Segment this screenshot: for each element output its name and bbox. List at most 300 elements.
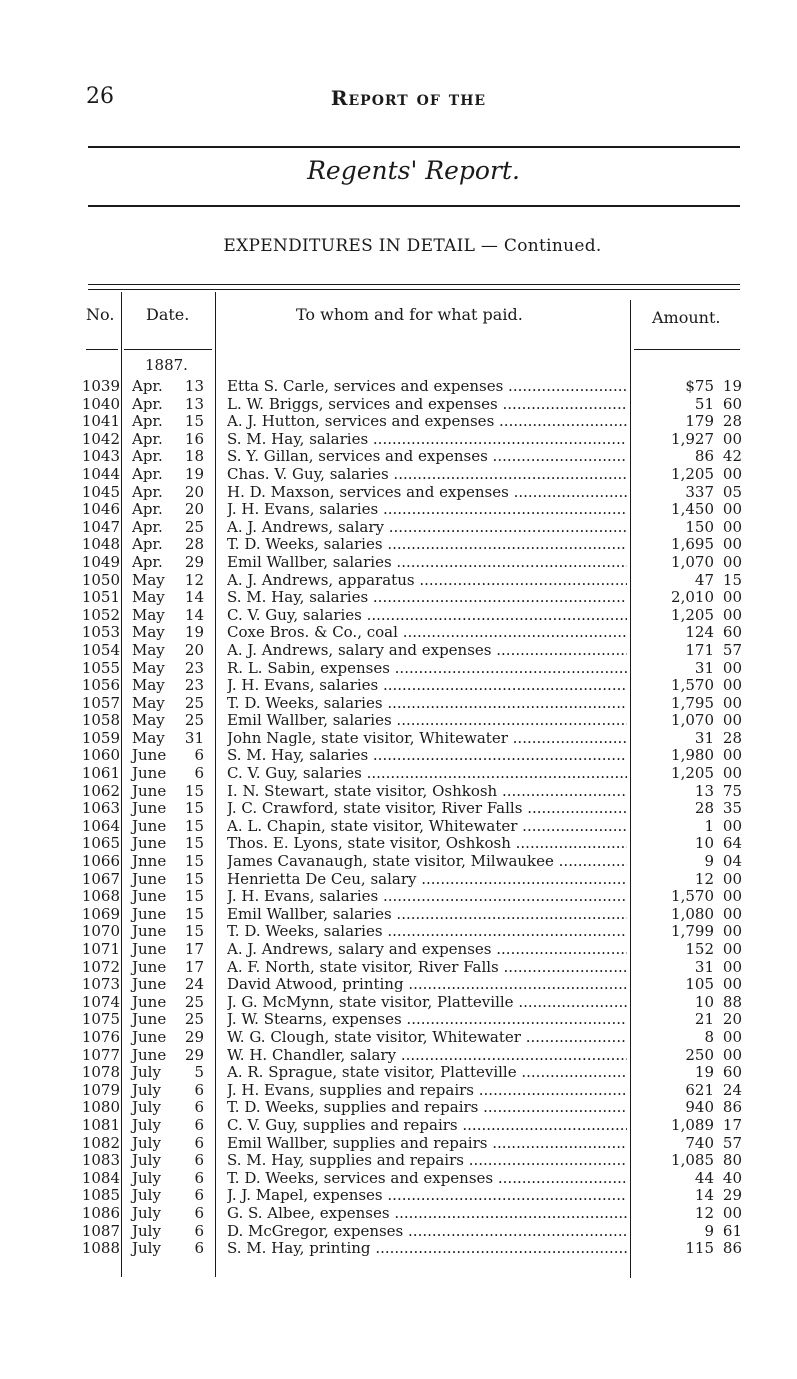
date-month: Apr. bbox=[132, 377, 163, 395]
table-row bbox=[0, 923, 797, 941]
amount-dollars: 31 bbox=[694, 728, 714, 747]
payee-description: D. McGregor, expenses ..... bbox=[227, 1223, 627, 1241]
date-day: 6 bbox=[194, 1239, 204, 1258]
date-day: 29 bbox=[184, 552, 204, 571]
amount-cents: 20 bbox=[722, 1010, 742, 1029]
voucher-number: 1050 bbox=[81, 570, 120, 589]
table-row bbox=[0, 1047, 797, 1065]
payee-description: T. D. Weeks, salaries ..... bbox=[227, 695, 627, 713]
column-header-date: Date. bbox=[146, 305, 190, 324]
amount-dollars: 1,980 bbox=[671, 746, 714, 765]
payee-description: J. H. Evans, supplies and repairs ..... bbox=[227, 1082, 627, 1100]
amount-dollars: 86 bbox=[694, 447, 714, 466]
date-month: May bbox=[132, 676, 165, 695]
voucher-number: 1041 bbox=[81, 412, 120, 431]
amount-dollars: 1,070 bbox=[671, 552, 714, 571]
column-header-amount: Amount. bbox=[652, 308, 721, 327]
table-title: EXPENDITURES IN DETAIL — Continued. bbox=[223, 236, 602, 256]
amount-dollars: 1,570 bbox=[671, 676, 714, 695]
date-day: 18 bbox=[184, 447, 204, 466]
date-day: 25 bbox=[184, 1010, 204, 1029]
date-month: June bbox=[132, 799, 167, 818]
payee-description: S. Y. Gillan, services and expenses ..... bbox=[227, 448, 627, 466]
voucher-number: 1057 bbox=[81, 693, 120, 712]
amount-cents: 00 bbox=[722, 535, 742, 554]
table-row bbox=[0, 1029, 797, 1047]
amount-cents: 00 bbox=[722, 676, 742, 695]
payee-description: T. D. Weeks, services and expenses ..... bbox=[227, 1170, 627, 1188]
date-month: Apr. bbox=[132, 464, 163, 483]
table-row bbox=[0, 747, 797, 765]
amount-dollars: 13 bbox=[694, 781, 714, 800]
table-row bbox=[0, 1205, 797, 1223]
voucher-number: 1066 bbox=[81, 852, 120, 871]
amount-dollars: 1,205 bbox=[671, 605, 714, 624]
voucher-number: 1084 bbox=[81, 1168, 120, 1187]
payee-description: S. M. Hay, salaries ..... bbox=[227, 747, 627, 765]
date-day: 29 bbox=[184, 1027, 204, 1046]
voucher-number: 1049 bbox=[81, 552, 120, 571]
amount-dollars: 1,089 bbox=[671, 1115, 714, 1134]
amount-cents: 00 bbox=[722, 957, 742, 976]
date-month: May bbox=[132, 623, 165, 642]
date-day: 23 bbox=[184, 658, 204, 677]
table-row bbox=[0, 589, 797, 607]
date-month: Apr. bbox=[132, 535, 163, 554]
amount-cents: 60 bbox=[722, 394, 742, 413]
amount-cents: 00 bbox=[722, 464, 742, 483]
date-day: 6 bbox=[194, 1203, 204, 1222]
payee-description: C. V. Guy, salaries ..... bbox=[227, 607, 627, 625]
amount-dollars: 124 bbox=[685, 623, 714, 642]
table-row bbox=[0, 695, 797, 713]
voucher-number: 1040 bbox=[81, 394, 120, 413]
amount-dollars: 28 bbox=[694, 799, 714, 818]
header-underline-amount bbox=[634, 349, 740, 350]
table-row bbox=[0, 624, 797, 642]
table-row bbox=[0, 396, 797, 414]
amount-dollars: 621 bbox=[685, 1080, 714, 1099]
payee-description: J. C. Crawford, state visitor, River Falls ..... bbox=[227, 800, 627, 818]
voucher-number: 1065 bbox=[81, 834, 120, 853]
table-row bbox=[0, 607, 797, 625]
date-day: 15 bbox=[184, 887, 204, 906]
date-month: May bbox=[132, 640, 165, 659]
amount-cents: 60 bbox=[722, 1063, 742, 1082]
voucher-number: 1086 bbox=[81, 1203, 120, 1222]
table-row bbox=[0, 1240, 797, 1258]
payee-description: David Atwood, printing ..... bbox=[227, 976, 627, 994]
table-row bbox=[0, 572, 797, 590]
amount-cents: 86 bbox=[722, 1098, 742, 1117]
date-month: July bbox=[132, 1098, 161, 1117]
amount-cents: 00 bbox=[722, 869, 742, 888]
table-row bbox=[0, 660, 797, 678]
section-rule bbox=[88, 205, 740, 207]
voucher-number: 1067 bbox=[81, 869, 120, 888]
amount-cents: 61 bbox=[722, 1221, 742, 1240]
payee-description: I. N. Stewart, state visitor, Oshkosh ..... bbox=[227, 783, 627, 801]
date-month: July bbox=[132, 1151, 161, 1170]
voucher-number: 1055 bbox=[81, 658, 120, 677]
table-top-rule bbox=[88, 284, 740, 285]
amount-cents: 80 bbox=[722, 1151, 742, 1170]
date-day: 6 bbox=[194, 764, 204, 783]
amount-dollars: 31 bbox=[694, 957, 714, 976]
amount-dollars: 44 bbox=[694, 1168, 714, 1187]
payee-description: S. M. Hay, supplies and repairs ..... bbox=[227, 1152, 627, 1170]
date-month: Apr. bbox=[132, 500, 163, 519]
table-row bbox=[0, 1011, 797, 1029]
date-month: July bbox=[132, 1168, 161, 1187]
payee-description: John Nagle, state visitor, Whitewater ..... bbox=[227, 730, 627, 748]
voucher-number: 1062 bbox=[81, 781, 120, 800]
date-month: July bbox=[132, 1133, 161, 1152]
date-month: Apr. bbox=[132, 412, 163, 431]
amount-cents: 75 bbox=[722, 781, 742, 800]
amount-dollars: 10 bbox=[694, 834, 714, 853]
date-month: June bbox=[132, 1027, 167, 1046]
date-month: May bbox=[132, 711, 165, 730]
amount-cents: 28 bbox=[722, 728, 742, 747]
amount-cents: 00 bbox=[722, 922, 742, 941]
amount-cents: 05 bbox=[722, 482, 742, 501]
amount-dollars: 179 bbox=[685, 412, 714, 431]
date-month: June bbox=[132, 869, 167, 888]
amount-cents: 00 bbox=[722, 517, 742, 536]
date-day: 14 bbox=[184, 588, 204, 607]
date-month: May bbox=[132, 605, 165, 624]
table-row bbox=[0, 888, 797, 906]
amount-dollars: 152 bbox=[685, 940, 714, 958]
date-day: 6 bbox=[194, 1080, 204, 1099]
amount-dollars: 740 bbox=[685, 1133, 714, 1152]
amount-cents: 00 bbox=[722, 605, 742, 624]
payee-description: G. S. Albee, expenses ..... bbox=[227, 1205, 627, 1223]
payee-description: Emil Wallber, salaries ..... bbox=[227, 712, 627, 730]
payee-description: A. J. Hutton, services and expenses ..... bbox=[227, 413, 627, 431]
amount-dollars: 1 bbox=[704, 816, 714, 835]
payee-description: J. G. McMynn, state visitor, Platteville ..... bbox=[227, 994, 627, 1012]
date-month: Apr. bbox=[132, 517, 163, 536]
table-row bbox=[0, 1223, 797, 1241]
voucher-number: 1083 bbox=[81, 1151, 120, 1170]
column-header-no: No. bbox=[86, 305, 115, 324]
amount-dollars: 19 bbox=[694, 1063, 714, 1082]
amount-cents: 00 bbox=[722, 588, 742, 607]
voucher-number: 1075 bbox=[81, 1010, 120, 1029]
date-day: 6 bbox=[194, 1115, 204, 1134]
date-day: 6 bbox=[194, 746, 204, 765]
amount-cents: 28 bbox=[722, 412, 742, 431]
amount-cents: 88 bbox=[722, 992, 742, 1011]
table-row bbox=[0, 519, 797, 537]
amount-cents: 00 bbox=[722, 1203, 742, 1222]
amount-cents: 00 bbox=[722, 887, 742, 906]
amount-dollars: 105 bbox=[685, 975, 714, 994]
amount-dollars: 31 bbox=[694, 658, 714, 677]
table-row bbox=[0, 448, 797, 466]
voucher-number: 1081 bbox=[81, 1115, 120, 1134]
table-row bbox=[0, 1064, 797, 1082]
date-month: May bbox=[132, 728, 165, 747]
table-row bbox=[0, 818, 797, 836]
amount-cents: 57 bbox=[722, 640, 742, 659]
payee-description: Chas. V. Guy, salaries ..... bbox=[227, 466, 627, 484]
amount-cents: 00 bbox=[722, 816, 742, 835]
date-month: June bbox=[132, 940, 167, 958]
amount-cents: 04 bbox=[722, 852, 742, 871]
amount-dollars: 1,205 bbox=[671, 464, 714, 483]
voucher-number: 1078 bbox=[81, 1063, 120, 1082]
amount-dollars: 940 bbox=[685, 1098, 714, 1117]
date-day: 6 bbox=[194, 1151, 204, 1170]
payee-description: Henrietta De Ceu, salary ..... bbox=[227, 871, 627, 889]
date-month: June bbox=[132, 781, 167, 800]
date-day: 25 bbox=[184, 517, 204, 536]
date-day: 15 bbox=[184, 799, 204, 818]
date-day: 15 bbox=[184, 869, 204, 888]
payee-description: S. M. Hay, salaries ..... bbox=[227, 589, 627, 607]
voucher-number: 1070 bbox=[81, 922, 120, 941]
date-month: June bbox=[132, 957, 167, 976]
payee-description: C. V. Guy, salaries ..... bbox=[227, 765, 627, 783]
amount-cents: 19 bbox=[722, 377, 742, 395]
payee-description: Coxe Bros. & Co., coal ..... bbox=[227, 624, 627, 642]
date-month: Apr. bbox=[132, 447, 163, 466]
table-row bbox=[0, 431, 797, 449]
payee-description: J. H. Evans, salaries ..... bbox=[227, 501, 627, 519]
payee-description: R. L. Sabin, expenses ..... bbox=[227, 660, 627, 678]
table-row bbox=[0, 378, 797, 396]
date-day: 31 bbox=[184, 728, 204, 747]
voucher-number: 1048 bbox=[81, 535, 120, 554]
table-row bbox=[0, 554, 797, 572]
payee-description: Emil Wallber, supplies and repairs ..... bbox=[227, 1135, 627, 1153]
table-row bbox=[0, 941, 797, 959]
table-row bbox=[0, 1099, 797, 1117]
table-row bbox=[0, 1117, 797, 1135]
amount-cents: 57 bbox=[722, 1133, 742, 1152]
table-row bbox=[0, 536, 797, 554]
amount-dollars: $75 bbox=[685, 377, 714, 395]
table-row bbox=[0, 871, 797, 889]
table-row bbox=[0, 976, 797, 994]
payee-description: T. D. Weeks, salaries ..... bbox=[227, 536, 627, 554]
date-day: 17 bbox=[184, 940, 204, 958]
date-day: 6 bbox=[194, 1098, 204, 1117]
date-month: July bbox=[132, 1080, 161, 1099]
date-day: 20 bbox=[184, 500, 204, 519]
date-day: 13 bbox=[184, 377, 204, 395]
date-day: 15 bbox=[184, 852, 204, 871]
amount-dollars: 1,080 bbox=[671, 904, 714, 923]
table-row bbox=[0, 677, 797, 695]
voucher-number: 1064 bbox=[81, 816, 120, 835]
amount-dollars: 21 bbox=[694, 1010, 714, 1029]
payee-description: Etta S. Carle, services and expenses ..... bbox=[227, 378, 627, 396]
payee-description: A. J. Andrews, apparatus ..... bbox=[227, 572, 627, 590]
amount-dollars: 1,795 bbox=[671, 693, 714, 712]
table-row bbox=[0, 765, 797, 783]
amount-cents: 00 bbox=[722, 552, 742, 571]
table-row bbox=[0, 853, 797, 871]
date-day: 24 bbox=[184, 975, 204, 994]
amount-cents: 17 bbox=[722, 1115, 742, 1134]
voucher-number: 1045 bbox=[81, 482, 120, 501]
amount-dollars: 9 bbox=[704, 852, 714, 871]
date-day: 20 bbox=[184, 640, 204, 659]
table-row bbox=[0, 1082, 797, 1100]
date-day: 6 bbox=[194, 1221, 204, 1240]
date-month: June bbox=[132, 992, 167, 1011]
amount-dollars: 1,205 bbox=[671, 764, 714, 783]
voucher-number: 1042 bbox=[81, 429, 120, 448]
date-day: 25 bbox=[184, 693, 204, 712]
date-day: 13 bbox=[184, 394, 204, 413]
payee-description: Thos. E. Lyons, state visitor, Oshkosh ..... bbox=[227, 835, 627, 853]
voucher-number: 1074 bbox=[81, 992, 120, 1011]
table-row bbox=[0, 730, 797, 748]
voucher-number: 1080 bbox=[81, 1098, 120, 1117]
date-month: May bbox=[132, 570, 165, 589]
amount-dollars: 14 bbox=[694, 1186, 714, 1205]
amount-dollars: 171 bbox=[685, 640, 714, 659]
table-row bbox=[0, 642, 797, 660]
amount-dollars: 337 bbox=[685, 482, 714, 501]
amount-cents: 60 bbox=[722, 623, 742, 642]
payee-description: A. J. Andrews, salary and expenses ..... bbox=[227, 642, 627, 660]
amount-dollars: 115 bbox=[685, 1239, 714, 1258]
voucher-number: 1061 bbox=[81, 764, 120, 783]
amount-cents: 00 bbox=[722, 658, 742, 677]
voucher-number: 1071 bbox=[81, 940, 120, 958]
expenditure-rows bbox=[0, 378, 797, 1258]
table-row bbox=[0, 466, 797, 484]
column-header-paid: To whom and for what paid. bbox=[296, 305, 523, 324]
date-month: June bbox=[132, 816, 167, 835]
voucher-number: 1052 bbox=[81, 605, 120, 624]
amount-dollars: 2,010 bbox=[671, 588, 714, 607]
amount-dollars: 51 bbox=[694, 394, 714, 413]
amount-cents: 29 bbox=[722, 1186, 742, 1205]
payee-description: L. W. Briggs, services and expenses ..... bbox=[227, 396, 627, 414]
table-row bbox=[0, 501, 797, 519]
payee-description: J. W. Stearns, expenses ..... bbox=[227, 1011, 627, 1029]
date-month: Apr. bbox=[132, 394, 163, 413]
amount-cents: 00 bbox=[722, 904, 742, 923]
payee-description: James Cavanaugh, state visitor, Milwaukee ..... bbox=[227, 853, 627, 871]
date-day: 15 bbox=[184, 816, 204, 835]
date-month: June bbox=[132, 887, 167, 906]
voucher-number: 1072 bbox=[81, 957, 120, 976]
payee-description: J. H. Evans, salaries ..... bbox=[227, 677, 627, 695]
date-day: 28 bbox=[184, 535, 204, 554]
amount-cents: 00 bbox=[722, 1045, 742, 1064]
date-month: June bbox=[132, 904, 167, 923]
date-month: Apr. bbox=[132, 429, 163, 448]
voucher-number: 1047 bbox=[81, 517, 120, 536]
amount-dollars: 8 bbox=[704, 1027, 714, 1046]
page-number: 26 bbox=[86, 84, 114, 109]
voucher-number: 1054 bbox=[81, 640, 120, 659]
date-day: 19 bbox=[184, 623, 204, 642]
voucher-number: 1043 bbox=[81, 447, 120, 466]
amount-dollars: 10 bbox=[694, 992, 714, 1011]
date-day: 14 bbox=[184, 605, 204, 624]
voucher-number: 1058 bbox=[81, 711, 120, 730]
date-day: 6 bbox=[194, 1168, 204, 1187]
voucher-number: 1088 bbox=[81, 1239, 120, 1258]
table-row bbox=[0, 783, 797, 801]
amount-cents: 24 bbox=[722, 1080, 742, 1099]
date-month: July bbox=[132, 1221, 161, 1240]
amount-cents: 15 bbox=[722, 570, 742, 589]
payee-description: T. D. Weeks, salaries ..... bbox=[227, 923, 627, 941]
voucher-number: 1060 bbox=[81, 746, 120, 765]
table-top-rule-2 bbox=[88, 289, 740, 290]
date-day: 25 bbox=[184, 711, 204, 730]
amount-dollars: 1,927 bbox=[671, 429, 714, 448]
date-month: May bbox=[132, 588, 165, 607]
amount-dollars: 250 bbox=[685, 1045, 714, 1064]
amount-cents: 00 bbox=[722, 500, 742, 519]
voucher-number: 1044 bbox=[81, 464, 120, 483]
date-month: July bbox=[132, 1203, 161, 1222]
date-month: June bbox=[132, 922, 167, 941]
top-rule bbox=[88, 146, 740, 148]
date-day: 19 bbox=[184, 464, 204, 483]
running-head bbox=[0, 86, 797, 110]
date-month: June bbox=[132, 1045, 167, 1064]
amount-cents: 42 bbox=[722, 447, 742, 466]
payee-description: A. F. North, state visitor, River Falls ..... bbox=[227, 959, 627, 977]
voucher-number: 1046 bbox=[81, 500, 120, 519]
year-label: 1887. bbox=[145, 356, 188, 374]
voucher-number: 1069 bbox=[81, 904, 120, 923]
header-underline-no bbox=[86, 349, 118, 350]
amount-cents: 00 bbox=[722, 711, 742, 730]
voucher-number: 1076 bbox=[81, 1027, 120, 1046]
amount-dollars: 150 bbox=[685, 517, 714, 536]
date-day: 16 bbox=[184, 429, 204, 448]
date-month: June bbox=[132, 764, 167, 783]
date-month: Jnne bbox=[132, 852, 167, 871]
voucher-number: 1079 bbox=[81, 1080, 120, 1099]
amount-dollars: 1,570 bbox=[671, 887, 714, 906]
payee-description: J. J. Mapel, expenses ..... bbox=[227, 1187, 627, 1205]
payee-description: T. D. Weeks, supplies and repairs ..... bbox=[227, 1099, 627, 1117]
payee-description: S. M. Hay, salaries ..... bbox=[227, 431, 627, 449]
table-row bbox=[0, 800, 797, 818]
voucher-number: 1082 bbox=[81, 1133, 120, 1152]
date-day: 5 bbox=[194, 1063, 204, 1082]
amount-dollars: 1,450 bbox=[671, 500, 714, 519]
date-day: 15 bbox=[184, 781, 204, 800]
date-day: 6 bbox=[194, 1186, 204, 1205]
date-month: Apr. bbox=[132, 552, 163, 571]
running-head-text: Report of the bbox=[330, 86, 487, 110]
date-day: 15 bbox=[184, 412, 204, 431]
payee-description: S. M. Hay, printing ..... bbox=[227, 1240, 627, 1258]
date-day: 17 bbox=[184, 957, 204, 976]
date-day: 29 bbox=[184, 1045, 204, 1064]
date-month: June bbox=[132, 1010, 167, 1029]
voucher-number: 1051 bbox=[81, 588, 120, 607]
date-month: May bbox=[132, 658, 165, 677]
payee-description: W. G. Clough, state visitor, Whitewater ..... bbox=[227, 1029, 627, 1047]
amount-cents: 00 bbox=[722, 940, 742, 958]
